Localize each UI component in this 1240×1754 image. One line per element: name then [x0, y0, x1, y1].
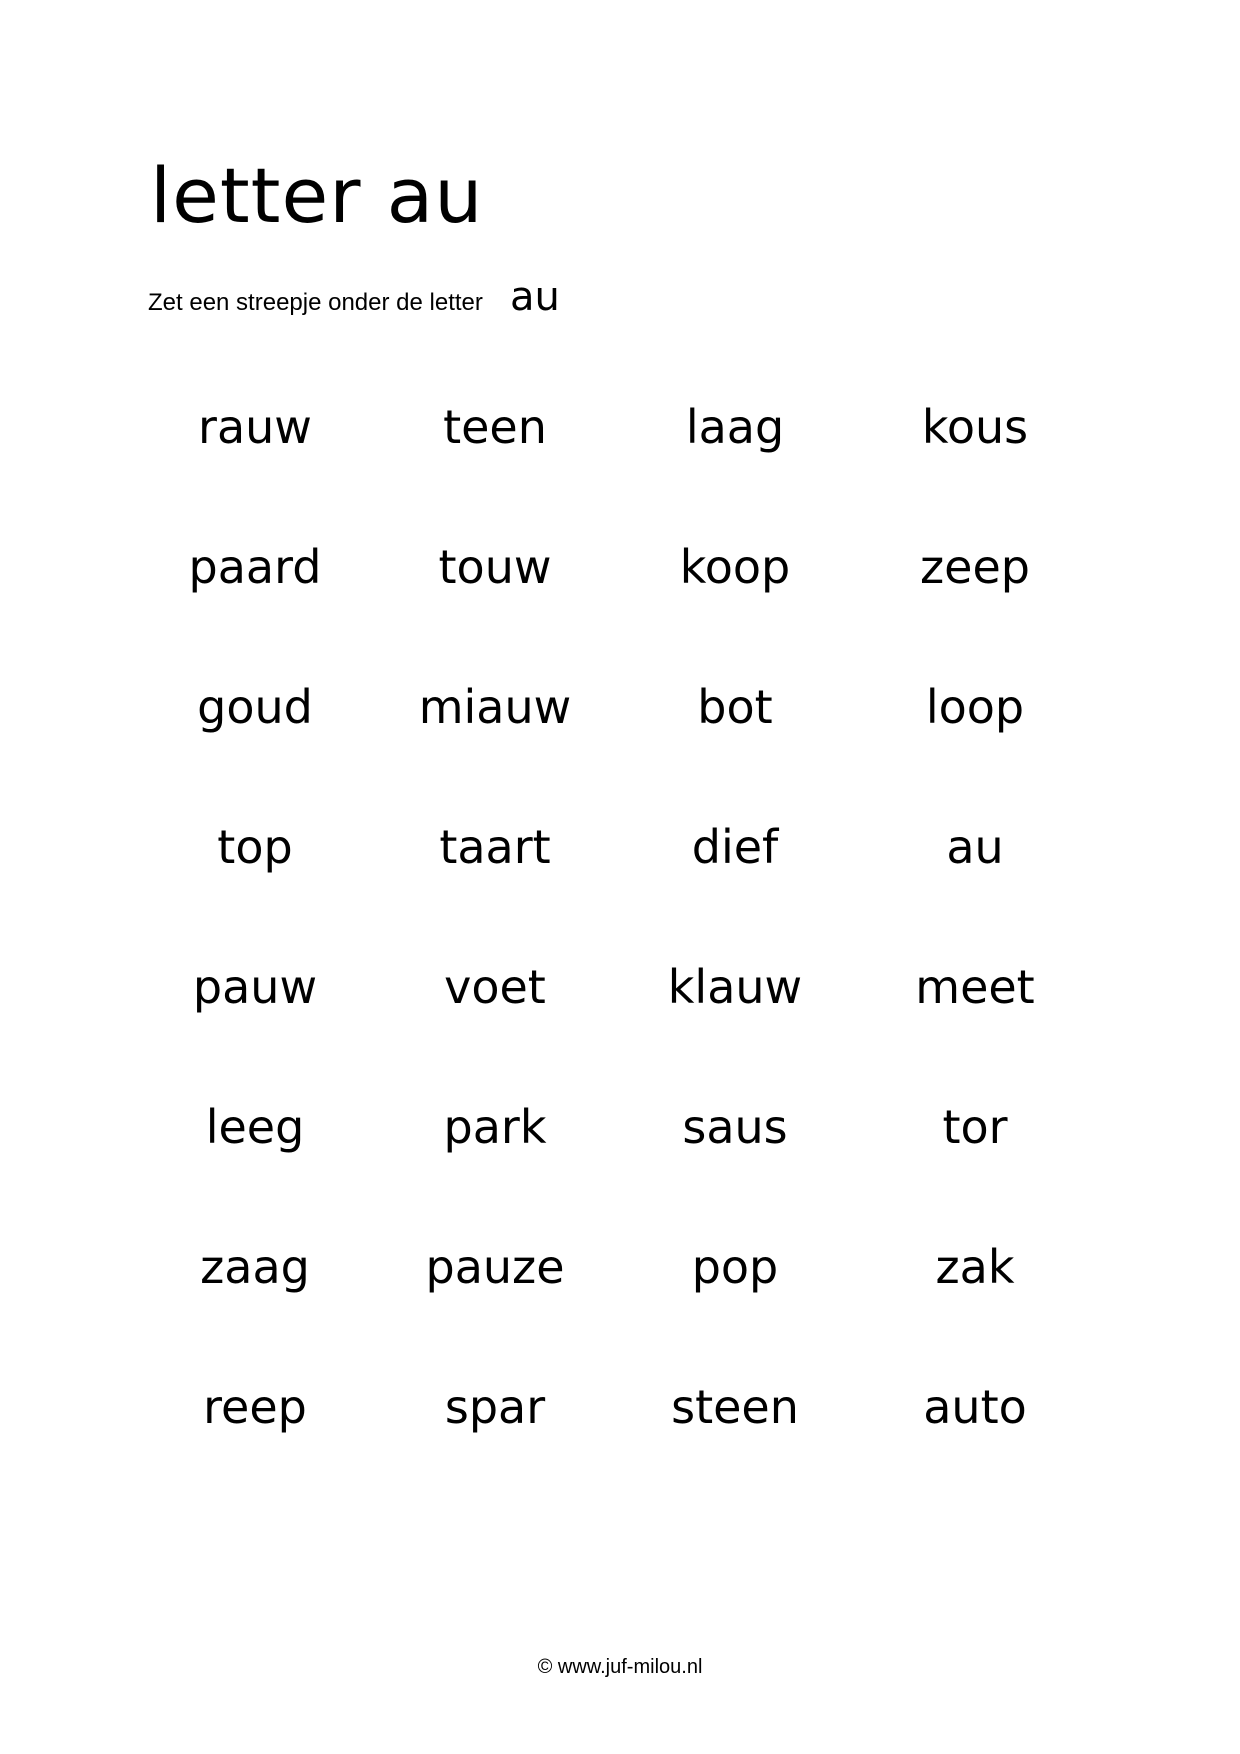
word-item: zaag — [200, 1240, 310, 1294]
word-item: reep — [203, 1380, 307, 1434]
instruction-target-letter: au — [509, 274, 560, 320]
word-item: taart — [439, 820, 551, 874]
word-item: bot — [697, 680, 773, 734]
word-item: tor — [942, 1100, 1008, 1154]
word-item: pauw — [192, 960, 318, 1014]
word-item: dief — [691, 820, 779, 874]
instruction-text: Zet een streepje onder de letter — [148, 289, 483, 316]
word-item: leeg — [205, 1100, 305, 1154]
word-item: klauw — [667, 960, 803, 1014]
word-item: steen — [671, 1380, 799, 1434]
word-item: spar — [444, 1380, 546, 1434]
word-item: koop — [679, 540, 791, 594]
word-item: touw — [438, 540, 552, 594]
word-item: rauw — [198, 400, 312, 454]
word-item: goud — [197, 680, 313, 734]
word-item: au — [946, 820, 1004, 874]
word-item: paard — [188, 540, 322, 594]
word-item: pop — [691, 1240, 779, 1294]
copyright-footer: © www.juf-milou.nl — [537, 1656, 703, 1678]
word-item: zeep — [920, 540, 1030, 594]
word-item: teen — [443, 400, 547, 454]
word-item: miauw — [418, 680, 572, 734]
word-item: laag — [685, 400, 785, 454]
word-item: meet — [915, 960, 1035, 1014]
word-item: voet — [444, 960, 546, 1014]
word-item: kous — [921, 400, 1029, 454]
word-item: loop — [925, 680, 1025, 734]
word-item: park — [443, 1100, 547, 1154]
word-grid — [135, 382, 1095, 1502]
word-item: top — [217, 820, 293, 874]
word-item: auto — [923, 1380, 1027, 1434]
word-item: zak — [935, 1240, 1015, 1294]
word-item: pauze — [425, 1240, 565, 1294]
word-item: saus — [682, 1100, 788, 1154]
page-title: letter au — [150, 151, 484, 240]
instruction — [148, 274, 560, 320]
